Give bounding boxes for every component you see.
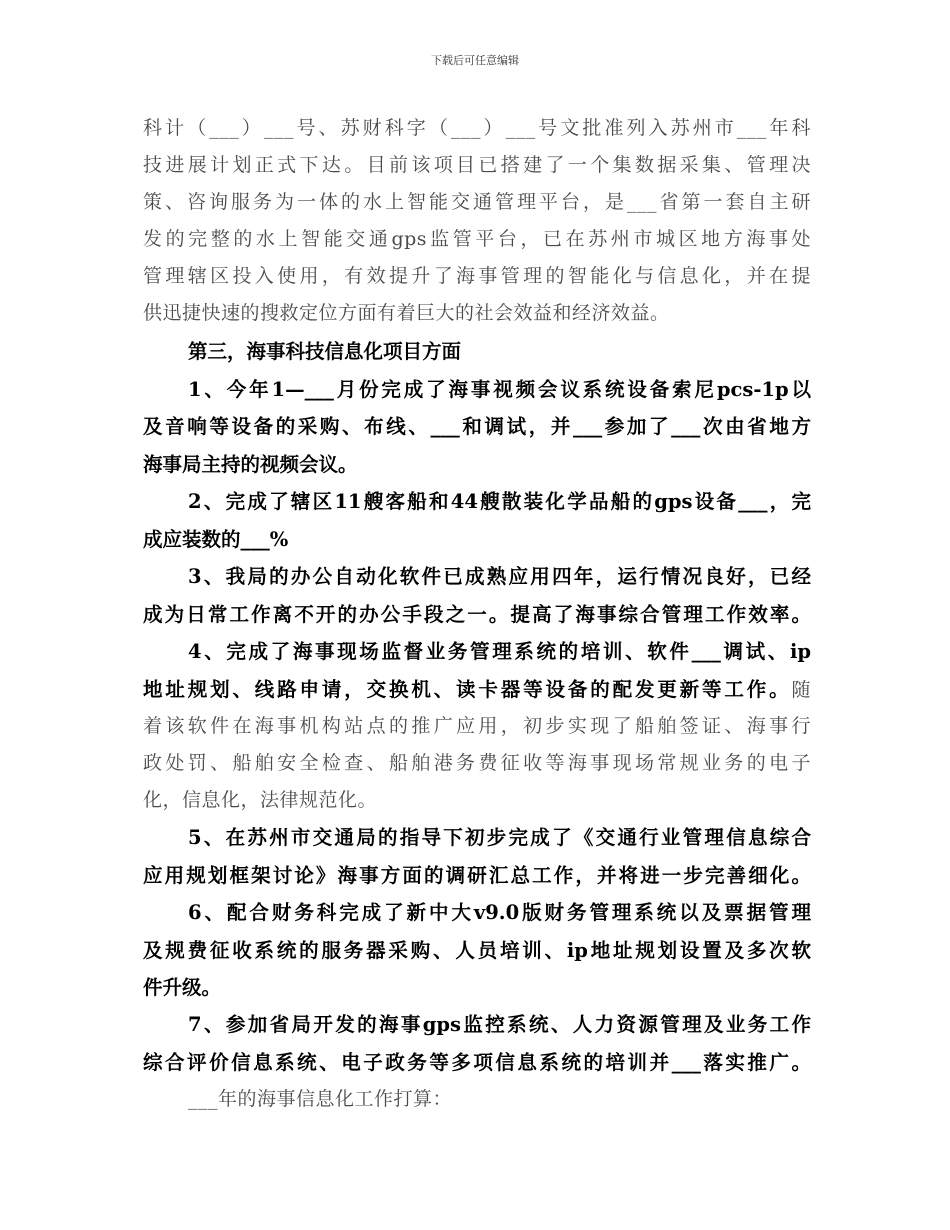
text-line: 3、我局的办公自动化软件已成熟应用四年，运行情况良好，已经 xyxy=(188,565,811,588)
text-line: 政处罚、船舶安全检查、船舶港务费征收等海事现场常规业务的电子 xyxy=(143,752,811,774)
text-line: 海事局主持的视频会议。 xyxy=(143,453,358,476)
text-line: 供迅捷快速的搜救定位方面有着巨大的社会效益和经济效益。 xyxy=(143,302,670,324)
text-line: 着该软件在海事机构站点的推广应用，初步实现了船舶签证、海事行 xyxy=(143,715,811,737)
text-line: 2、完成了辖区11艘客船和44艘散装化学品船的gps设备___，完 xyxy=(188,490,811,513)
text-line: 第三，海事科技信息化项目方面 xyxy=(188,340,462,363)
text-line: 1、今年1—___月份完成了海事视频会议系统设备索尼pcs-1p以 xyxy=(188,378,811,401)
text-line: 科计（___）___号、苏财科字（___）___号文批准列入苏州市___年科 xyxy=(143,117,811,139)
text-line-bold-part: 地址规划、线路申请，交换机、读卡器等设备的配发更新等工作。 xyxy=(143,678,792,701)
text-line: 综合评价信息系统、电子政务等多项信息系统的培训并___落实推广。 xyxy=(143,1051,811,1074)
text-line: 策、咨询服务为一体的水上智能交通管理平台，是___省第一套自主研 xyxy=(143,191,811,213)
text-line: 件升级。 xyxy=(143,976,222,999)
text-line: 技进展计划正式下达。目前该项目已搭建了一个集数据采集、管理决 xyxy=(143,154,811,176)
text-line-light-part: 随 xyxy=(791,679,811,701)
text-line: 发的完整的水上智能交通gps监管平台，已在苏州市城区地方海事处 xyxy=(143,228,811,250)
text-line: 6、配合财务科完成了新中大v9.0版财务管理系统以及票据管理 xyxy=(188,901,811,924)
text-line xyxy=(143,674,811,702)
text-line: 及规费征收系统的服务器采购、人员培训、ip地址规划设置及多次软 xyxy=(143,939,811,962)
text-line: 4、完成了海事现场监督业务管理系统的培训、软件___调试、ip xyxy=(188,640,811,663)
text-line: 化，信息化，法律规范化。 xyxy=(143,789,378,811)
page-header: 下载后可任意编辑 xyxy=(431,54,519,67)
text-line: 应用规划框架讨论》海事方面的调研汇总工作，并将进一步完善细化。 xyxy=(143,864,811,887)
text-line: 成应装数的___% xyxy=(143,528,289,551)
text-line: 7、参加省局开发的海事gps监控系统、人力资源管理及业务工作 xyxy=(188,1013,811,1036)
text-line: ___年的海事信息化工作打算： xyxy=(188,1088,453,1110)
text-line: 及音响等设备的采购、布线、___和调试，并___参加了___次由省地方 xyxy=(143,415,811,438)
text-line: 管理辖区投入使用，有效提升了海事管理的智能化与信息化，并在提 xyxy=(143,265,811,287)
text-line: 5、在苏州市交通局的指导下初步完成了《交通行业管理信息综合 xyxy=(188,826,811,849)
text-line: 成为日常工作离不开的办公手段之一。提高了海事综合管理工作效率。 xyxy=(143,603,811,626)
